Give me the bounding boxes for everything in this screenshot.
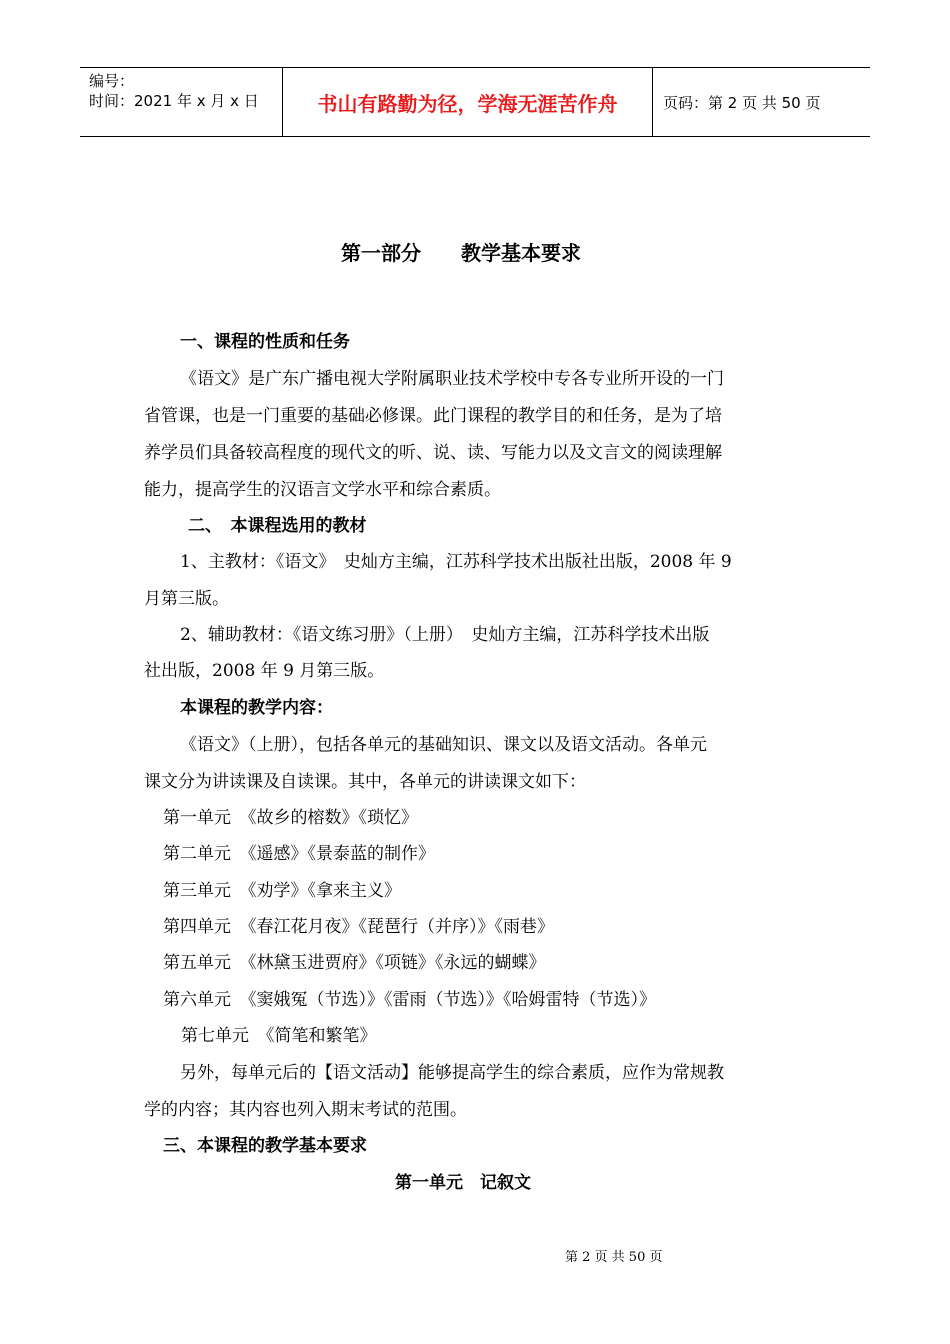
- textbook-item-2: 2、辅助教材：《语文练习册》（上册） 史灿方主编，江苏科学技术出版: [180, 625, 710, 645]
- content-heading: 本课程的教学内容：: [180, 698, 333, 718]
- paragraph-line: 学的内容；其内容也列入期末考试的范围。: [144, 1100, 467, 1120]
- paragraph-line: 能力，提高学生的汉语言文学水平和综合素质。: [144, 480, 501, 500]
- header-meta: [80, 68, 283, 136]
- number-label: 编号：: [89, 72, 135, 90]
- section-heading-1: 一、课程的性质和任务: [180, 332, 350, 352]
- textbook-item-1: 1、主教材：《语文》 史灿方主编，江苏科学技术出版社出版，2008 年 9: [180, 552, 732, 572]
- unit-list-item: 第五单元 《林黛玉进贾府》《项链》《永远的蝴蝶》: [163, 953, 546, 973]
- paragraph-line: 课文分为讲读课及自读课。其中，各单元的讲读课文如下：: [144, 772, 586, 792]
- subsection-heading: 第一单元 记叙文: [395, 1173, 531, 1193]
- section-heading-2: 二、 本课程选用的教材: [188, 516, 367, 536]
- textbook-item-2-cont: 社出版，2008 年 9 月第三版。: [144, 661, 385, 681]
- page-footer: 第 2 页 共 50 页: [565, 1250, 663, 1265]
- unit-list-item: 第一单元 《故乡的榕数》《琐忆》: [163, 808, 418, 828]
- paragraph-line: 养学员们具备较高程度的现代文的听、说、读、写能力以及文言文的阅读理解: [144, 443, 722, 463]
- textbook-item-1-cont: 月第三版。: [144, 589, 229, 609]
- header-motto: 书山有路勤为径，学海无涯苦作舟: [283, 68, 653, 136]
- unit-list-item: 第六单元 《窦娥冤（节选）》《雷雨（节选）》《哈姆雷特（节选）》: [163, 990, 656, 1010]
- unit-list-item: 第二单元 《遥感》《景泰蓝的制作》: [163, 844, 435, 864]
- paragraph-line: 省管课，也是一门重要的基础必修课。此门课程的教学目的和任务，是为了培: [144, 406, 722, 426]
- page-title: 第一部分 教学基本要求: [341, 241, 581, 265]
- unit-list-item: 第七单元 《简笔和繁笔》: [181, 1026, 377, 1046]
- unit-list-item: 第三单元 《劝学》《拿来主义》: [163, 881, 401, 901]
- paragraph-line: 另外，每单元后的【语文活动】能够提高学生的综合素质，应作为常规教: [180, 1063, 724, 1083]
- header-page-info: 页码：第 2 页 共 50 页: [663, 93, 821, 112]
- section-heading-3: 三、本课程的教学基本要求: [163, 1136, 367, 1156]
- paragraph-line: 《语文》（上册），包括各单元的基础知识、课文以及语文活动。各单元: [180, 735, 707, 755]
- paragraph-line: 《语文》是广东广播电视大学附属职业技术学校中专各专业所开设的一门: [180, 369, 724, 389]
- unit-list-item: 第四单元 《春江花月夜》《琵琶行（并序）》《雨巷》: [163, 917, 554, 937]
- document-header: [80, 67, 870, 137]
- time-label: 时间：2021 年 x 月 x 日: [89, 92, 259, 110]
